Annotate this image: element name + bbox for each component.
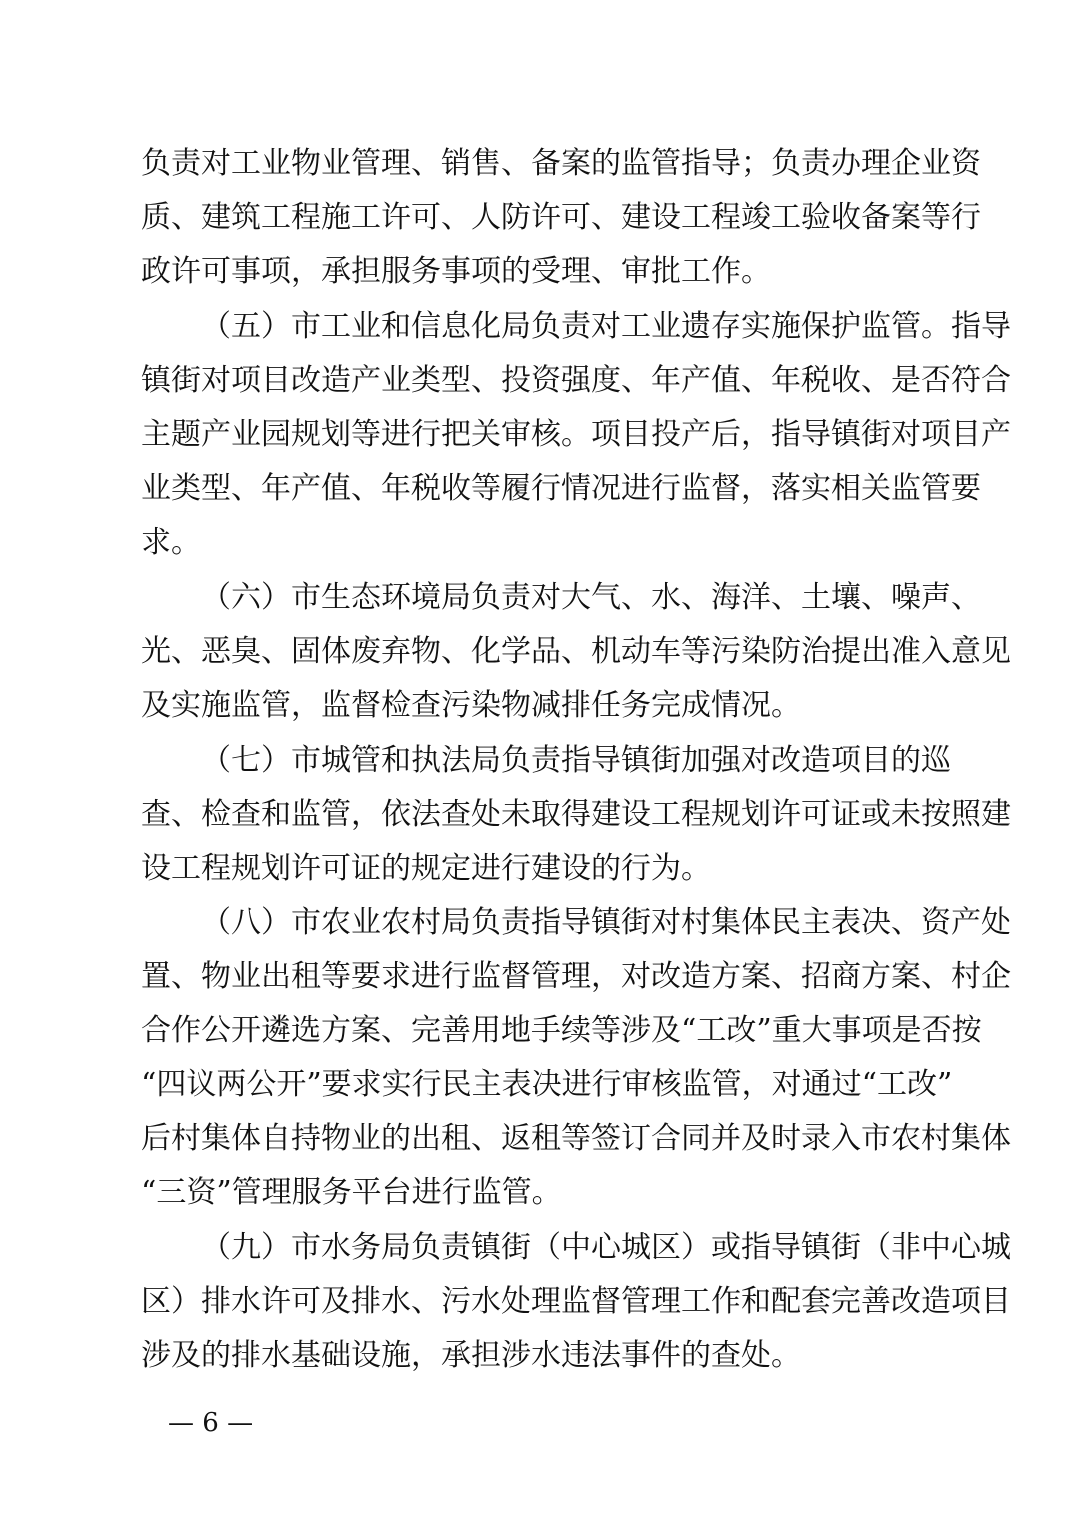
body-text-line: （九）市水务局负责镇街（中心城区）或指导镇街（非中心城 — [201, 1230, 1011, 1265]
body-text-line: 负责对工业物业管理、销售、备案的监管指导；负责办理企业资 — [141, 146, 981, 181]
body-text-line: 置、物业出租等要求进行监督管理，对改造方案、招商方案、村企 — [141, 959, 1011, 994]
body-text-line: 光、恶臭、固体废弃物、化学品、机动车等污染防治提出准入意见 — [141, 634, 1011, 669]
body-text-line: 主题产业园规划等进行把关审核。项目投产后，指导镇街对项目产 — [141, 417, 1011, 452]
body-text-line: （六）市生态环境局负责对大气、水、海洋、土壤、噪声、 — [201, 580, 981, 615]
body-text-line: 涉及的排水基础设施，承担涉水违法事件的查处。 — [141, 1338, 801, 1373]
body-text-line: 镇街对项目改造产业类型、投资强度、年产值、年税收、是否符合 — [141, 363, 1011, 398]
body-text-line: “三资”管理服务平台进行监管。 — [141, 1175, 562, 1210]
body-text-line: 合作公开遴选方案、完善用地手续等涉及“工改”重大事项是否按 — [141, 1013, 982, 1048]
page-number: — 6 — — [168, 1408, 254, 1438]
body-text-line: 质、建筑工程施工许可、人防许可、建设工程竣工验收备案等行 — [141, 200, 981, 235]
body-text-line: 及实施监管，监督检查污染物减排任务完成情况。 — [141, 688, 801, 723]
body-text-line: 查、检查和监管，依法查处未取得建设工程规划许可证或未按照建 — [141, 797, 1011, 832]
body-text-line: 业类型、年产值、年税收等履行情况进行监督，落实相关监管要 — [141, 471, 981, 506]
body-text-line: 设工程规划许可证的规定进行建设的行为。 — [141, 851, 711, 886]
body-text-line: （七）市城管和执法局负责指导镇街加强对改造项目的巡 — [201, 743, 951, 778]
body-text-line: （八）市农业农村局负责指导镇街对村集体民主表决、资产处 — [201, 905, 1011, 940]
body-text-line: （五）市工业和信息化局负责对工业遗存实施保护监管。指导 — [201, 309, 1011, 344]
body-text-line: 后村集体自持物业的出租、返租等签订合同并及时录入市农村集体 — [141, 1121, 1011, 1156]
body-text-line: 政许可事项，承担服务事项的受理、审批工作。 — [141, 254, 771, 289]
body-text-line: 求。 — [141, 525, 201, 560]
body-text-line: 区）排水许可及排水、污水处理监督管理工作和配套完善改造项目 — [141, 1284, 1011, 1319]
body-text-line: “四议两公开”要求实行民主表决进行审核监管，对通过“工改” — [141, 1067, 953, 1102]
